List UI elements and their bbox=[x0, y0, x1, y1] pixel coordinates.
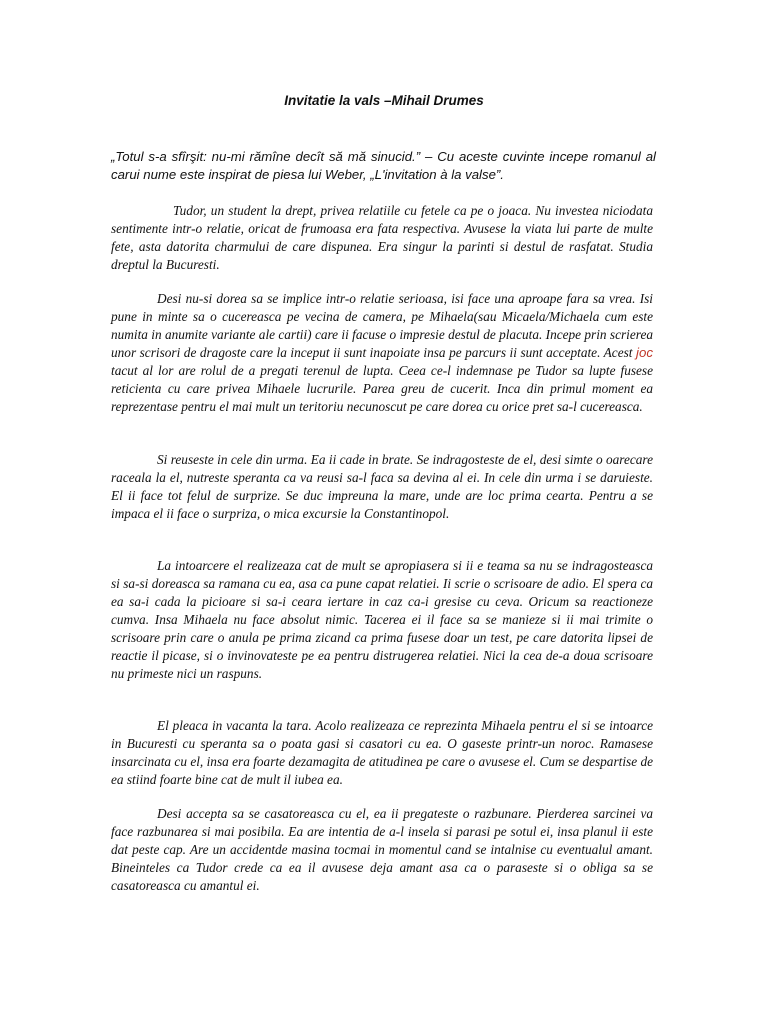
paragraph-2-text-end: tacut al lor are rolul de a pregati terenul de lupta. Ceea ce-l indemnase pe Tudor sa lupte fusese reticienta cu care privea Mihaele lucrurile. Parea greu de cucerit. Inca din primul moment ea reprezentase pentru el mai mult un teritoriu necunoscut pe care dorea cu orice pret sa-l cucereasca. bbox=[111, 363, 653, 414]
paragraph-3: Si reuseste in cele din urma. Ea ii cade in brate. Se indragosteste de el, desi simte o oarecare raceala la el, nutreste speranta ca va reusi sa-l faca sa devina al ei. In cele din urma i se daruieste. El ii face tot felul de surprize. Se duc impreuna la mare, unde are loc prima cearta. Pentru a se impaca el ii face o surpriza, o mica excursie la Constantinopol. bbox=[111, 452, 653, 521]
paragraph-2 bbox=[111, 290, 653, 416]
paragraph-6: Desi accepta sa se casatoreasca cu el, ea ii pregateste o razbunare. Pierderea sarcinei va face razbunarea si mai posibila. Ea are intentia de a-l insela si parasi pe sotul ei, insa planul ii este dat peste cap. Are un accidentde masina tocmai in momentul cand se intalnise cu eventualul amant. Bineinteles ca Tudor crede ca ea il avusese deja amant asa ca o paraseste si o obliga sa se casatoreasca cu amantul ei. bbox=[111, 806, 653, 893]
paragraph-5: El pleaca in vacanta la tara. Acolo realizeaza ce reprezinta Mihaela pentru el si se intoarce in Bucuresti cu speranta sa o poata gasi si casatori cu ea. O gaseste printr-un noroc. Ramasese insarcinata cu el, insa era foarte dezamagita de atitudinea pe care o avusese el. Cum se despartise de ea stiind foarte bine cat de mult il iubea ea. bbox=[111, 718, 653, 787]
intro-paragraph: „Totul s-a sfîrşit: nu-mi rămîne decît să mă sinucid.” – Cu aceste cuvinte incepe romanul al carui nume este inspirat de piesa lui Weber, „L'invitation à la valse”. bbox=[111, 149, 656, 182]
paragraph-1: Tudor, un student la drept, privea relatiile cu fetele ca pe o joaca. Nu investea niciodata sentimente intr-o relatie, oricat de frumoasa era fata respectiva. Avusese la viata lui parte de multe fete, asta datorita charmului de care dispunea. Era singur la parinti si destul de rasfatat. Studia dreptul la Bucuresti. bbox=[111, 203, 653, 272]
paragraph-4: La intoarcere el realizeaza cat de mult se apropiasera si ii e teama sa nu se indragosteasca si sa-si doreasca sa ramana cu ea, asa ca pune capat relatiei. Ii scrie o scrisoare de adio. El spera ca ea sa-i cada la picioare si sa-i ceara iertare in caz ca-i gresise cu ceva. Oricum sa reactioneze cumva. Insa Mihaela nu face absolut nimic. Tacerea ei il face sa se manieze si ii mai trimite o scrisoare prin care o anula pe prima zicand ca prima fusese doar un test, pe care datorita lipsei de reactie il picase, si o invinovateste pe ea pentru distrugerea relatiei. Nici la cea de-a doua scrisoare nu primeste nici un raspuns. bbox=[111, 558, 653, 681]
highlighted-word: joc bbox=[636, 345, 653, 360]
paragraph-2-text-start: Desi nu-si dorea sa se implice intr-o relatie serioasa, isi face una aproape fara sa vrea. Isi pune in minte sa o cucereasca pe vecina de camera, pe Mihaela(sau Micaela/Michaela cum este numita in anumite variante ale cartii) care ii facuse o impresie destul de placuta. Incepe prin scrierea unor scrisori de dragoste care la inceput ii sunt inapoiate insa pe parcurs ii sunt acceptate. Acest bbox=[111, 291, 653, 360]
document-title: Invitatie la vals –Mihail Drumes bbox=[284, 93, 484, 108]
